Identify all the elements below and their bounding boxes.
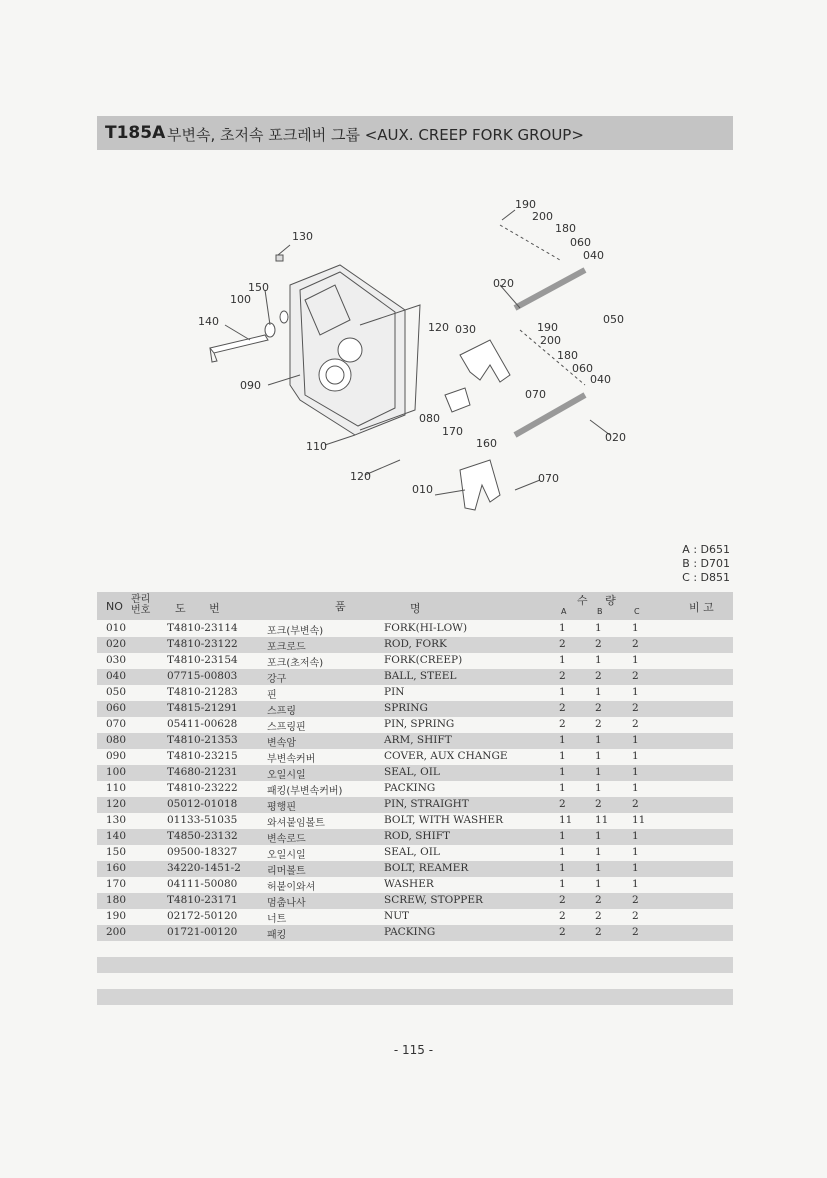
cell-name-kr: 변속암 [267, 738, 296, 749]
cell-name-kr: 허붙이와셔 [267, 882, 316, 893]
cell-no: 040 [106, 670, 127, 682]
callout: 030 [455, 323, 476, 336]
cell-qty-a: 11 [559, 814, 573, 826]
empty-band [97, 989, 733, 1005]
cell-qty-b: 1 [595, 782, 602, 794]
cell-qty-a: 2 [559, 670, 566, 682]
cell-name-en: PACKING [384, 926, 436, 938]
cell-part-number: T4850-23132 [167, 830, 238, 842]
callout: 090 [240, 379, 261, 392]
cell-part-number: 02172-50120 [167, 910, 238, 922]
callout: 060 [570, 236, 591, 249]
cell-name-kr: 오일시일 [267, 850, 306, 861]
model-a: A : D651 [682, 543, 730, 556]
table-row [97, 909, 733, 925]
cell-qty-c: 2 [632, 718, 639, 730]
empty-band [97, 957, 733, 973]
cell-part-number: 01721-00120 [167, 926, 238, 938]
callout: 070 [538, 472, 559, 485]
cell-name-en: BOLT, REAMER [384, 862, 469, 874]
table-row [97, 829, 733, 845]
cell-qty-a: 2 [559, 638, 566, 650]
cell-qty-c: 1 [632, 782, 639, 794]
cell-name-en: ARM, SHIFT [384, 734, 452, 746]
header-qty: 수 량 [577, 594, 616, 607]
cell-qty-c: 1 [632, 686, 639, 698]
table-row [97, 797, 733, 813]
table-row [97, 765, 733, 781]
cell-qty-c: 11 [632, 814, 646, 826]
parts-table-body [97, 621, 733, 941]
table-row [97, 685, 733, 701]
callout: 050 [603, 313, 624, 326]
cell-qty-c: 1 [632, 734, 639, 746]
cell-qty-a: 1 [559, 686, 566, 698]
cell-name-kr: 핀 [267, 690, 277, 701]
cell-qty-a: 1 [559, 622, 566, 634]
callout: 070 [525, 388, 546, 401]
table-row [97, 621, 733, 637]
cell-part-number: 05411-00628 [167, 718, 238, 730]
cell-qty-b: 2 [595, 894, 602, 906]
cell-name-en: PIN, SPRING [384, 718, 455, 730]
cell-qty-c: 1 [632, 622, 639, 634]
cell-no: 200 [106, 926, 127, 938]
cell-qty-a: 2 [559, 926, 566, 938]
cell-qty-c: 2 [632, 910, 639, 922]
cell-part-number: T4810-21283 [167, 686, 238, 698]
cell-no: 060 [106, 702, 127, 714]
table-row [97, 701, 733, 717]
table-row [97, 781, 733, 797]
cell-qty-a: 1 [559, 862, 566, 874]
callout: 060 [572, 362, 593, 375]
cell-qty-b: 2 [595, 718, 602, 730]
cell-name-en: BALL, STEEL [384, 670, 457, 682]
cell-qty-b: 1 [595, 622, 602, 634]
cell-name-kr: 평행핀 [267, 802, 296, 813]
callout: 120 [350, 470, 371, 483]
cell-qty-a: 1 [559, 830, 566, 842]
callout: 100 [230, 293, 251, 306]
cell-qty-a: 1 [559, 782, 566, 794]
cell-qty-b: 2 [595, 910, 602, 922]
group-title: 부변속, 초저속 포크레버 그룹 <AUX. CREEP FORK GROUP> [167, 126, 584, 144]
cell-name-en: SEAL, OIL [384, 766, 440, 778]
cell-qty-c: 2 [632, 926, 639, 938]
cell-no: 010 [106, 622, 127, 634]
cell-no: 120 [106, 798, 127, 810]
cell-name-kr: 리머볼트 [267, 866, 306, 877]
callout: 040 [583, 249, 604, 262]
model-legend [660, 543, 730, 585]
table-row [97, 893, 733, 909]
callout: 180 [555, 222, 576, 235]
cell-name-en: NUT [384, 910, 410, 922]
cell-part-number: T4810-23114 [167, 622, 238, 634]
cell-no: 110 [106, 782, 127, 794]
callout: 150 [248, 281, 269, 294]
table-row [97, 925, 733, 941]
cell-name-en: WASHER [384, 878, 434, 890]
cell-qty-b: 2 [595, 670, 602, 682]
cell-name-kr: 스프링 [267, 706, 296, 717]
cell-no: 050 [106, 686, 127, 698]
callout: 040 [590, 373, 611, 386]
header-b: B [597, 607, 603, 616]
callout: 140 [198, 315, 219, 328]
header-mgmt: 관리 번호 [131, 594, 151, 616]
cell-part-number: T4810-23122 [167, 638, 238, 650]
cell-name-en: FORK(HI-LOW) [384, 622, 468, 634]
cell-name-kr: 멈춤나사 [267, 898, 306, 909]
diagram-callouts [198, 198, 626, 496]
cell-part-number: 07715-00803 [167, 670, 238, 682]
title-bar [97, 116, 733, 150]
cell-qty-b: 2 [595, 702, 602, 714]
cell-no: 140 [106, 830, 127, 842]
cell-name-kr: 와셔붙임볼트 [267, 818, 325, 829]
header-item: 품 [335, 600, 346, 613]
cell-name-kr: 오일시일 [267, 770, 306, 781]
header-name: 명 [410, 602, 421, 615]
cell-name-en: PIN [384, 686, 405, 698]
header-c: C [634, 607, 640, 616]
cell-name-kr: 스프링핀 [267, 722, 306, 733]
cell-no: 180 [106, 894, 127, 906]
cell-name-en: PACKING [384, 782, 436, 794]
cell-qty-a: 2 [559, 894, 566, 906]
cell-qty-b: 1 [595, 654, 602, 666]
cell-name-kr: 강구 [267, 674, 287, 685]
cell-part-number: T4810-23215 [167, 750, 238, 762]
cover-drawing [210, 210, 610, 510]
callout: 120 [428, 321, 449, 334]
cell-qty-b: 1 [595, 686, 602, 698]
cell-name-kr: 변속로드 [267, 834, 306, 845]
cell-name-kr: 부변속커버 [267, 754, 316, 765]
cell-no: 130 [106, 814, 127, 826]
cell-qty-b: 1 [595, 750, 602, 762]
cell-part-number: 01133-51035 [167, 814, 238, 826]
cell-name-kr: 너트 [267, 914, 287, 925]
table-row [97, 717, 733, 733]
cell-part-number: T4680-21231 [167, 766, 238, 778]
callout: 080 [419, 412, 440, 425]
cell-name-en: ROD, SHIFT [384, 830, 451, 842]
cell-qty-c: 2 [632, 702, 639, 714]
cell-qty-b: 1 [595, 862, 602, 874]
table-row [97, 845, 733, 861]
cell-part-number: 09500-18327 [167, 846, 238, 858]
cell-name-en: FORK(CREEP) [384, 654, 463, 666]
cell-no: 100 [106, 766, 127, 778]
cell-no: 030 [106, 654, 127, 666]
cell-no: 070 [106, 718, 127, 730]
cell-no: 170 [106, 878, 127, 890]
cell-no: 160 [106, 862, 127, 874]
cell-no: 190 [106, 910, 127, 922]
callout: 180 [557, 349, 578, 362]
table-row [97, 733, 733, 749]
cell-part-number: 34220-1451-2 [167, 862, 241, 874]
cell-qty-c: 2 [632, 798, 639, 810]
cell-qty-b: 1 [595, 878, 602, 890]
cell-name-kr: 포크로드 [267, 642, 306, 653]
cell-name-kr: 포크(초저속) [267, 658, 324, 669]
cell-qty-c: 1 [632, 766, 639, 778]
cell-qty-c: 2 [632, 894, 639, 906]
table-row [97, 637, 733, 653]
cell-qty-a: 1 [559, 766, 566, 778]
cell-name-en: COVER, AUX CHANGE [384, 750, 508, 762]
callout: 170 [442, 425, 463, 438]
callout: 160 [476, 437, 497, 450]
cell-qty-a: 2 [559, 702, 566, 714]
cell-qty-b: 1 [595, 734, 602, 746]
callout: 200 [532, 210, 553, 223]
cell-qty-b: 2 [595, 926, 602, 938]
callout: 020 [605, 431, 626, 444]
cell-qty-a: 1 [559, 878, 566, 890]
cell-qty-a: 2 [559, 718, 566, 730]
cell-no: 150 [106, 846, 127, 858]
cell-name-en: PIN, STRAIGHT [384, 798, 469, 810]
header-a: A [561, 607, 567, 616]
cell-name-kr: 패킹(부변속커버) [267, 786, 343, 797]
cell-part-number: T4810-23222 [167, 782, 238, 794]
page-number: - 115 - [393, 1043, 434, 1057]
cell-qty-c: 1 [632, 862, 639, 874]
callout: 190 [537, 321, 558, 334]
table-row [97, 861, 733, 877]
cell-qty-c: 1 [632, 750, 639, 762]
table-row [97, 653, 733, 669]
table-row [97, 669, 733, 685]
cell-qty-b: 2 [595, 798, 602, 810]
group-code: T185A [105, 123, 166, 143]
table-header [97, 592, 733, 620]
cell-qty-b: 1 [595, 846, 602, 858]
cell-qty-a: 1 [559, 654, 566, 666]
header-remark: 비 고 [689, 601, 714, 614]
table-row [97, 749, 733, 765]
cell-qty-b: 1 [595, 766, 602, 778]
table-row [97, 877, 733, 893]
cell-part-number: T4810-23171 [167, 894, 238, 906]
callout: 130 [292, 230, 313, 243]
model-b: B : D701 [682, 557, 730, 570]
cell-name-kr: 패킹 [267, 930, 287, 941]
cell-no: 090 [106, 750, 127, 762]
cell-name-kr: 포크(부변속) [267, 626, 324, 637]
cell-part-number: T4810-23154 [167, 654, 238, 666]
exploded-parts-diagram [190, 190, 650, 545]
cell-part-number: T4810-21353 [167, 734, 238, 746]
cell-qty-a: 1 [559, 846, 566, 858]
callout: 190 [515, 198, 536, 211]
cell-part-number: 05012-01018 [167, 798, 238, 810]
cell-name-en: BOLT, WITH WASHER [384, 814, 503, 826]
callout: 010 [412, 483, 433, 496]
cell-name-en: SPRING [384, 702, 428, 714]
cell-name-en: ROD, FORK [384, 638, 447, 650]
callout: 200 [540, 334, 561, 347]
cell-qty-c: 2 [632, 638, 639, 650]
header-drawing: 도 번 [175, 602, 220, 615]
cell-qty-c: 1 [632, 878, 639, 890]
cell-part-number: 04111-50080 [167, 878, 238, 890]
cell-qty-c: 1 [632, 654, 639, 666]
cell-qty-a: 2 [559, 798, 566, 810]
cell-qty-c: 1 [632, 846, 639, 858]
callout: 110 [306, 440, 327, 453]
model-c: C : D851 [682, 571, 730, 584]
callout: 020 [493, 277, 514, 290]
header-no: NO [106, 600, 123, 613]
cell-name-en: SCREW, STOPPER [384, 894, 483, 906]
cell-qty-b: 11 [595, 814, 609, 826]
cell-qty-a: 1 [559, 750, 566, 762]
table-row [97, 813, 733, 829]
cell-qty-b: 1 [595, 830, 602, 842]
cell-qty-c: 1 [632, 830, 639, 842]
cell-qty-a: 1 [559, 734, 566, 746]
cell-no: 020 [106, 638, 127, 650]
cell-part-number: T4815-21291 [167, 702, 238, 714]
cell-name-en: SEAL, OIL [384, 846, 440, 858]
cell-no: 080 [106, 734, 127, 746]
cell-qty-c: 2 [632, 670, 639, 682]
cell-qty-b: 2 [595, 638, 602, 650]
cell-qty-a: 2 [559, 910, 566, 922]
